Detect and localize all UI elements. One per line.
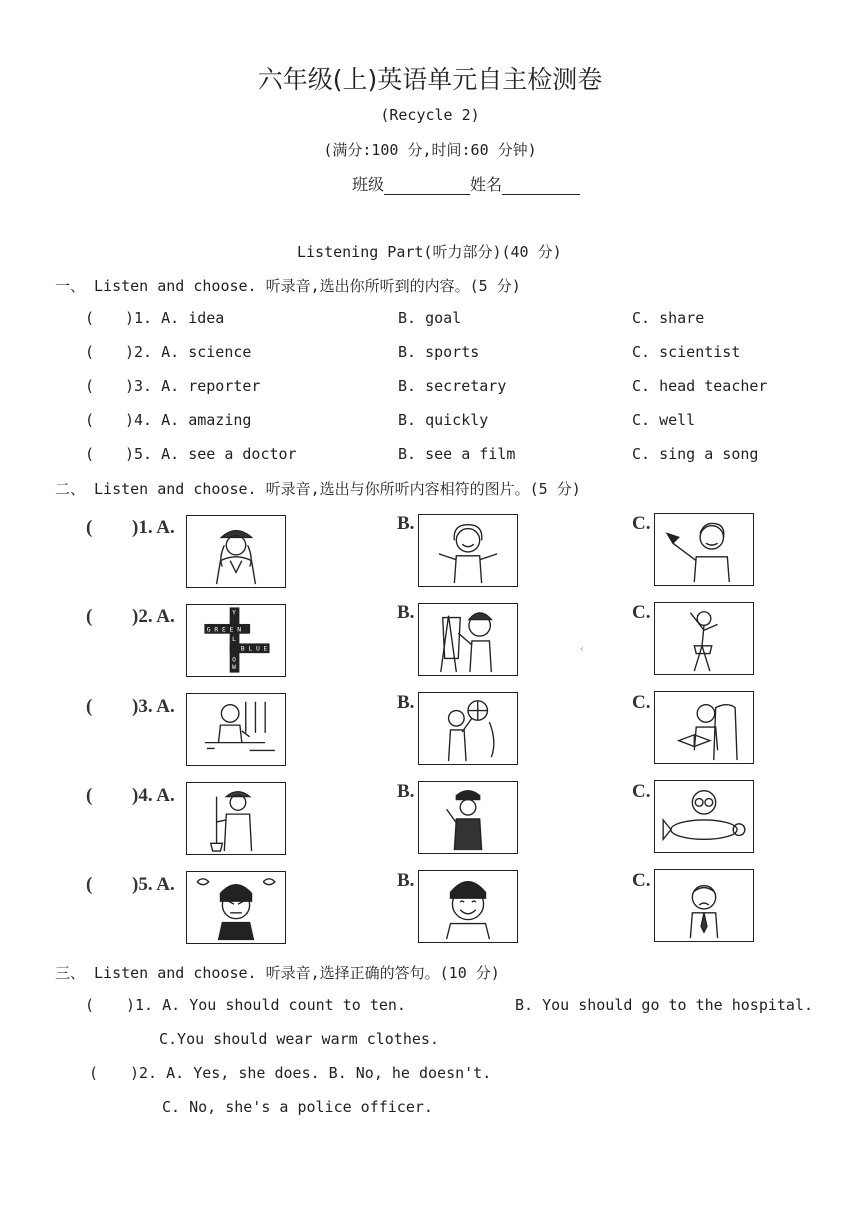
item-5-option-c: C. sing a song bbox=[632, 445, 759, 463]
scan-mark: ‹ bbox=[580, 644, 584, 655]
page-title: 六年级(上)英语单元自主检测卷 bbox=[257, 65, 603, 94]
row-4-label: )4. A. bbox=[132, 785, 175, 806]
listening-part-title: Listening Part(听力部分)(40 分) bbox=[297, 243, 562, 261]
section3-heading: 三、 Listen and choose. 听录音,选择正确的答句。(10 分) bbox=[55, 964, 500, 982]
option-c-label: C. bbox=[632, 513, 651, 534]
option-b-label: B. bbox=[397, 602, 415, 623]
answer-bracket[interactable]: ( bbox=[86, 696, 93, 717]
name-label: 姓名 bbox=[470, 175, 503, 194]
row-3-label: )3. A. bbox=[132, 696, 175, 717]
option-c-label: C. bbox=[632, 781, 651, 802]
q2-option-c: C. No, she's a police officer. bbox=[162, 1098, 433, 1116]
girl-smiling-icon[interactable] bbox=[418, 514, 518, 587]
item-1-option-b: B. goal bbox=[398, 309, 462, 327]
answer-bracket[interactable]: ( bbox=[86, 874, 93, 895]
answer-bracket[interactable]: ( bbox=[85, 411, 95, 429]
happy-boy-icon[interactable] bbox=[418, 870, 518, 943]
crossword-icon[interactable] bbox=[186, 604, 286, 677]
police-officer-icon[interactable] bbox=[186, 515, 286, 588]
angry-boy-icon[interactable] bbox=[186, 871, 286, 944]
item-5-option-b: B. see a film bbox=[398, 445, 516, 463]
item-3-option-a: )3. A. reporter bbox=[125, 377, 261, 395]
sad-man-icon[interactable] bbox=[654, 869, 754, 942]
option-b-label: B. bbox=[397, 513, 415, 534]
girl-dancing-icon[interactable] bbox=[654, 602, 754, 675]
item-2-option-b: B. sports bbox=[398, 343, 480, 361]
item-1-option-a: )1. A. idea bbox=[125, 309, 225, 327]
boy-playing-basketball-icon[interactable] bbox=[418, 692, 518, 765]
mechanic-with-wrench-icon[interactable] bbox=[654, 513, 754, 586]
option-b-label: B. bbox=[397, 781, 415, 802]
answer-bracket[interactable]: ( bbox=[85, 377, 95, 395]
row-5-label: )5. A. bbox=[132, 874, 175, 895]
item-2-option-a: )2. A. science bbox=[125, 343, 252, 361]
option-b-label: B. bbox=[397, 870, 415, 891]
class-name-fields bbox=[352, 172, 580, 195]
option-c-label: C. bbox=[632, 602, 651, 623]
section2-heading: 二、 Listen and choose. 听录音,选出与你所听内容相符的图片。(5 分) bbox=[55, 480, 581, 498]
score-time-info: (满分:100 分,时间:60 分钟) bbox=[323, 141, 537, 159]
option-c-label: C. bbox=[632, 692, 651, 713]
boy-painting-icon[interactable] bbox=[418, 603, 518, 676]
item-2-option-c: C. scientist bbox=[632, 343, 741, 361]
q1-option-a: )1. A. You should count to ten. bbox=[126, 996, 406, 1014]
row-1-label: )1. A. bbox=[132, 517, 175, 538]
svg-text:W: W bbox=[232, 664, 236, 672]
answer-bracket[interactable]: ( bbox=[85, 309, 95, 327]
answer-bracket[interactable]: ( bbox=[85, 445, 95, 463]
svg-text:B L U E: B L U E bbox=[240, 645, 268, 653]
q1-option-b: B. You should go to the hospital. bbox=[515, 996, 814, 1014]
option-b-label: B. bbox=[397, 692, 415, 713]
section1-heading: 一、 Listen and choose. 听录音,选出你所听到的内容。(5 分) bbox=[55, 277, 521, 295]
svg-text:G R E E N: G R E E N bbox=[206, 626, 242, 634]
q1-option-c: C.You should wear warm clothes. bbox=[159, 1030, 439, 1048]
answer-bracket[interactable]: ( bbox=[86, 606, 93, 627]
answer-bracket[interactable]: ( bbox=[86, 517, 93, 538]
answer-bracket[interactable]: ( bbox=[86, 785, 93, 806]
svg-text:O: O bbox=[232, 656, 236, 664]
item-4-option-c: C. well bbox=[632, 411, 696, 429]
row-2-label: )2. A. bbox=[132, 606, 175, 627]
cleaner-with-broom-icon[interactable] bbox=[186, 782, 286, 855]
pilot-in-plane-icon[interactable] bbox=[654, 780, 754, 853]
answer-bracket[interactable]: ( bbox=[89, 1064, 99, 1082]
q2-options-ab: )2. A. Yes, she does. B. No, he doesn't. bbox=[130, 1064, 492, 1082]
svg-text:Y: Y bbox=[232, 609, 236, 617]
name-field[interactable] bbox=[502, 178, 580, 195]
item-3-option-b: B. secretary bbox=[398, 377, 507, 395]
class-label: 班级 bbox=[352, 175, 385, 194]
svg-text:L: L bbox=[232, 635, 236, 643]
answer-bracket[interactable]: ( bbox=[85, 343, 95, 361]
answer-bracket[interactable]: ( bbox=[85, 996, 95, 1014]
man-reading-icon[interactable] bbox=[654, 691, 754, 764]
option-c-label: C. bbox=[632, 870, 651, 891]
boy-cooking-icon[interactable] bbox=[186, 693, 286, 766]
policeman-icon[interactable] bbox=[418, 781, 518, 854]
item-5-option-a: )5. A. see a doctor bbox=[125, 445, 297, 463]
item-4-option-b: B. quickly bbox=[398, 411, 489, 429]
class-field[interactable] bbox=[384, 178, 470, 195]
item-1-option-c: C. share bbox=[632, 309, 705, 327]
item-3-option-c: C. head teacher bbox=[632, 377, 768, 395]
subtitle: (Recycle 2) bbox=[380, 106, 480, 124]
item-4-option-a: )4. A. amazing bbox=[125, 411, 252, 429]
